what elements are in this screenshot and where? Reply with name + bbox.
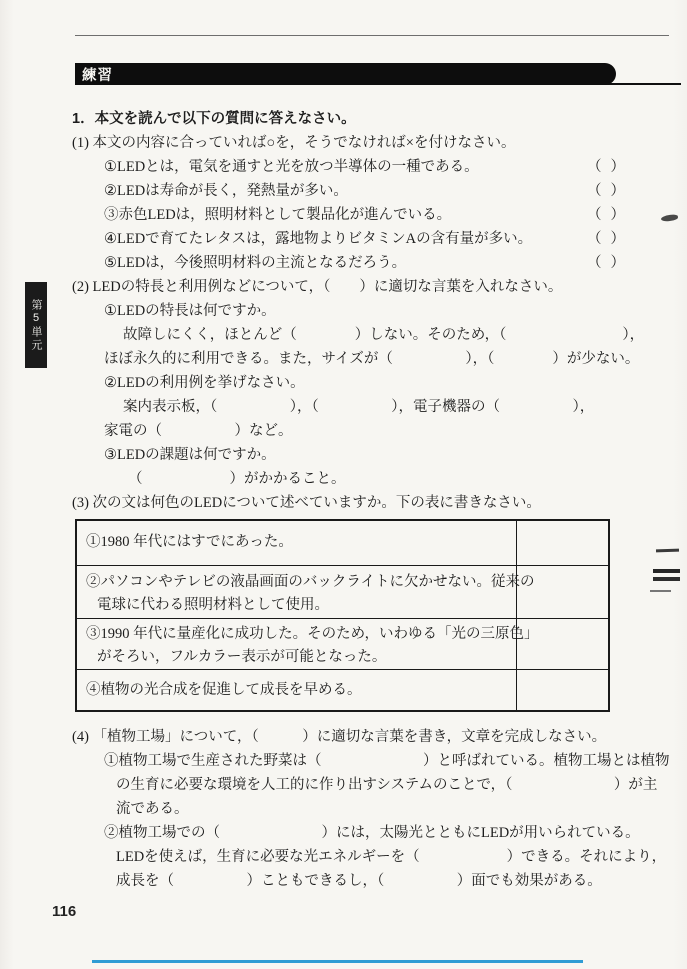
sec1-item-4-answer-blank [587,227,625,251]
sec1-item-2-answer-blank [587,179,625,203]
scan-artifact [661,214,679,222]
sec4-q1-fill-line-1: ①植物工場で生産された野菜は（ ）と呼ばれている。植物工場とは植物 [104,753,670,769]
section-header-bar [75,63,616,85]
unit-side-tab-label: 第5単元 [30,298,42,352]
section-header-label: 練習 [82,67,113,84]
sec2-q1-fill-line-1: 故障しにくく，ほとんど（ ）しない。そのため，（ ）， [123,327,645,343]
paren-open: （ [587,255,602,271]
paren-open: （ [587,231,602,247]
sec4-q2-fill-line-2: LEDを使えば，生育に必要な光エネルギーを（ ）できる。それにより， [116,849,667,865]
sec4-q2-fill-line-3: 成長を（ ）こともできるし，（ ）面でも効果がある。 [116,873,602,889]
table-row-4-text [76,669,516,711]
sec1-item-5 [104,251,674,275]
table-row-1-line-1: ①1980 年代にはすでにあった。 [86,534,293,550]
scan-artifact [653,569,680,573]
sec3-prompt: (3) 次の文は何色のLEDについて述べていますか。下の表に書きなさい。 [72,495,541,511]
sec1-item-5-answer-blank [587,251,625,275]
paren-close: ） [610,231,625,247]
paren-close: ） [610,207,625,223]
sec2-prompt: (2) LEDの特長と利用例などについて，（ ）に適切な言葉を入れなさい。 [72,279,563,295]
scan-artifact [653,577,680,581]
paren-close: ） [610,159,625,175]
table-row-3-line-2: がそろい，フルカラー表示が可能となった。 [97,648,387,665]
table-row-2-answer-cell [516,565,609,618]
sec4-prompt: (4) 「植物工場」について，（ ）に適切な言葉を書き，文章を完成しなさい。 [72,729,607,745]
sec1-item-1-answer-blank [587,155,625,179]
sec2-q3-fill-line-1: （ ）がかかること。 [128,471,346,487]
paren-open: （ [587,207,602,223]
sec1-item-4 [104,227,674,251]
top-rule [75,35,669,36]
table-row-3-text [76,618,539,669]
page-number: 116 [52,903,77,920]
sec1-prompt: (1) 本文の内容に合っていれば○を，そうでなければ×を付けなさい。 [72,135,516,151]
sec2-q2-fill-line-2: 家電の（ ）など。 [104,423,293,439]
sec2-q3-label: ③LEDの課題は何ですか。 [104,447,276,463]
paren-close: ） [610,183,625,199]
table-row [76,618,609,669]
table-row [76,520,609,565]
sec1-item-4-text: ④LEDで育てたレタスは，露地物よりビタミンAの含有量が多い。 [104,231,533,247]
table-row-2-line-2: 電球に代わる照明材料として使用。 [97,596,329,613]
table-row-3-line-1: ③1990 年代に量産化に成功した。そのため，いわゆる「光の三原色」 [86,625,539,642]
table-row-1-answer-cell [516,520,609,565]
sec1-item-1 [104,155,674,179]
sec4-q1-fill-line-2: の生育に必要な環境を人工的に作り出すシステムのことで，（ ）が主 [116,777,658,793]
sec2-q1-fill-line-2: ほぼ永久的に利用できる。また，サイズが（ ），（ ）が少ない。 [104,351,640,367]
sec1-item-3 [104,203,674,227]
sec1-item-2-text: ②LEDは寿命が長く，発熱量が多い。 [104,183,348,199]
paren-close: ） [610,255,625,271]
sec4-q1-fill-line-3: 流である。 [116,801,189,817]
sec4-q2-fill-line-1: ②植物工場での（ ）には，太陽光とともにLEDが用いられている。 [104,825,640,841]
sec1-item-2 [104,179,674,203]
worksheet-content [72,107,674,893]
table-row [76,669,609,711]
table-row [76,565,609,618]
table-row-2-line-1: ②パソコンやテレビの液晶画面のバックライトに欠かせない。従来の [86,573,535,590]
sec1-item-3-text: ③赤色LEDは，照明材料として製品化が進んでいる。 [104,207,452,223]
sec1-item-3-answer-blank [587,203,625,227]
paren-open: （ [587,159,602,175]
table-row-4-answer-cell [516,669,609,711]
table-row-4-line-1: ④植物の光合成を促進して成長を早める。 [86,681,362,698]
sec2-q1-label: ①LEDの特長は何ですか。 [104,303,276,319]
question-1-title: 1．本文を読んで以下の質問に答えなさい。 [72,111,356,127]
sec2-q2-fill-line-1: 案内表示板，（ ），（ ），電子機器の（ ）， [123,399,595,415]
sec1-item-5-text: ⑤LEDは，今後照明材料の主流となるだろう。 [104,255,407,271]
led-color-table [75,519,610,712]
table-row-1-text [76,520,516,565]
sec1-item-1-text: ①LEDとは，電気を通すと光を放つ半導体の一種である。 [104,159,479,175]
table-row-2-text [76,565,535,618]
bottom-blue-rule [92,960,583,963]
scan-artifact [656,549,679,553]
sec2-q2-label: ②LEDの利用例を挙げなさい。 [104,375,305,391]
scan-artifact [650,590,671,592]
paren-open: （ [587,183,602,199]
unit-side-tab [25,282,47,368]
